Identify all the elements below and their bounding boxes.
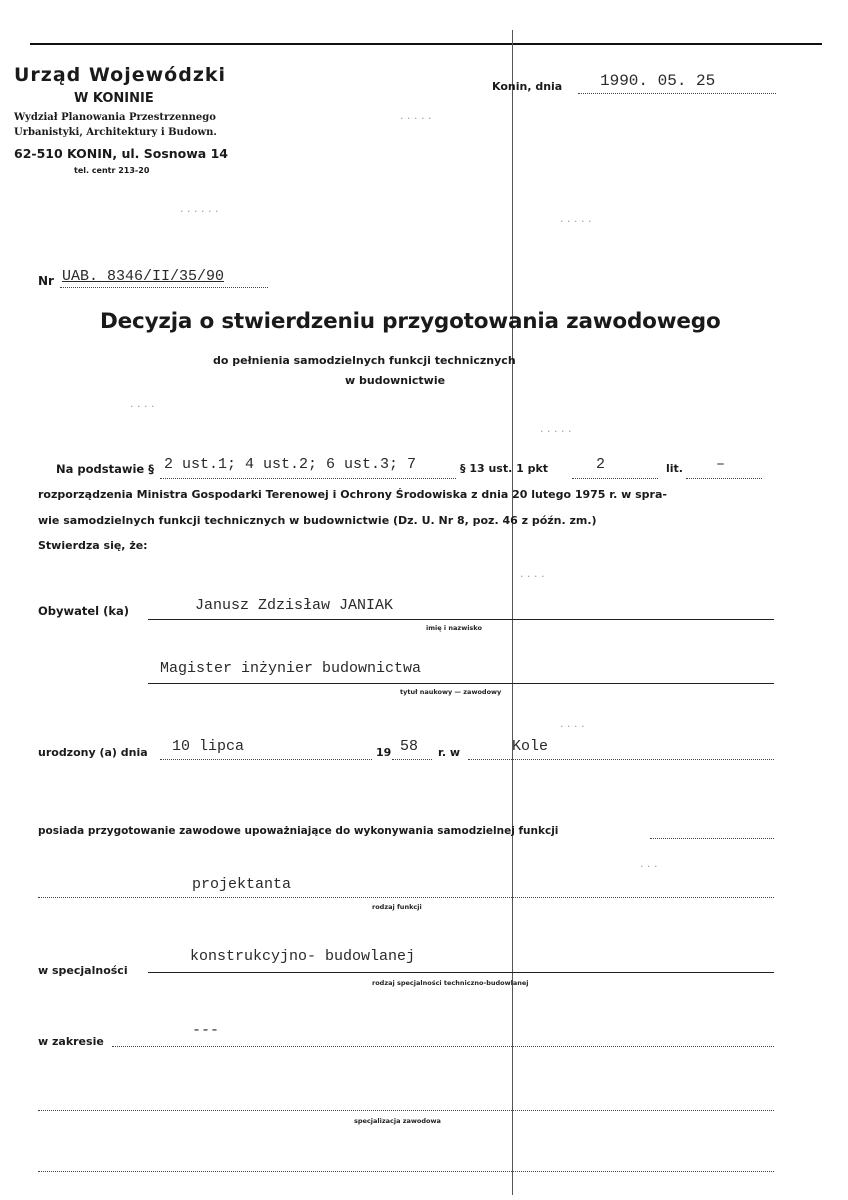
name-caption: imię i nazwisko	[426, 624, 482, 632]
title-caption: tytuł naukowy — zawodowy	[400, 688, 502, 696]
born-century: 19	[376, 746, 392, 759]
function-line	[38, 897, 774, 898]
citizen-label: Obywatel (ka)	[38, 604, 130, 618]
basis-line-pkt	[572, 478, 658, 479]
office-city: W KONINIE	[74, 91, 154, 106]
reference-line	[60, 287, 268, 288]
reference-label: Nr	[38, 274, 54, 288]
bleed-mark: · · · · · ·	[180, 205, 219, 218]
person-name: Janusz Zdzisław JANIAK	[195, 597, 394, 614]
regulation-line-1: rozporządzenia Ministra Gospodarki Terenowej i Ochrony Środowiska z dnia 20 lutego 1975 r. w spra-	[38, 488, 667, 501]
born-year: 58	[400, 738, 419, 755]
basis-line-1	[160, 478, 456, 479]
basis-lit-label: lit.	[666, 462, 683, 475]
scope-value: ---	[192, 1022, 220, 1039]
office-name: Urząd Wojewódzki	[14, 64, 227, 86]
qualification-line	[650, 838, 774, 839]
bottom-line	[38, 1171, 774, 1172]
born-day: 10 lipca	[172, 738, 245, 755]
bleed-mark: · · ·	[640, 860, 658, 873]
person-title: Magister inżynier budownictwa	[160, 660, 422, 677]
birthplace-label: r. w	[438, 746, 461, 759]
bleed-mark: · · · ·	[520, 570, 545, 583]
top-rule	[30, 43, 822, 45]
bleed-mark: · · · ·	[130, 400, 155, 413]
bleed-mark: · · · · ·	[400, 112, 432, 125]
name-line	[148, 619, 774, 620]
document-title: Decyzja o stwierdzeniu przygotowania zawodowego	[100, 309, 721, 334]
basis-label: Na podstawie §	[56, 462, 154, 476]
bleed-mark: · · · ·	[560, 720, 585, 733]
specialization-caption: specjalizacja zawodowa	[354, 1117, 441, 1125]
basis-line-lit	[686, 478, 762, 479]
specialization-line	[38, 1110, 774, 1111]
office-department: Wydział Planowania Przestrzennego	[14, 112, 216, 123]
born-label: urodzony (a) dnia	[38, 746, 148, 759]
document-subtitle-1: do pełnienia samodzielnych funkcji technicznych	[213, 354, 516, 367]
function-value: projektanta	[192, 876, 292, 893]
scope-line	[112, 1046, 774, 1047]
specialty-label: w specjalności	[38, 964, 128, 977]
birthplace-line	[468, 759, 774, 760]
basis-pkt: 2	[596, 456, 606, 473]
born-year-line	[392, 759, 432, 760]
title-line	[148, 683, 774, 684]
specialty-value: konstrukcyjno- budowlanej	[190, 948, 416, 965]
specialty-line	[148, 972, 774, 973]
office-phone: tel. centr 213-20	[74, 166, 150, 175]
bleed-mark: · · · · ·	[560, 215, 592, 228]
states-label: Stwierdza się, że:	[38, 539, 148, 552]
qualification-statement: posiada przygotowanie zawodowe upoważniające do wykonywania samodzielnej funkcji	[38, 825, 559, 837]
regulation-line-2: wie samodzielnych funkcji technicznych w budownictwie (Dz. U. Nr 8, poz. 46 z późn. zm.)	[38, 514, 597, 527]
reference-number: UAB. 8346/II/35/90	[62, 268, 225, 285]
office-department-2: Urbanistyki, Architektury i Budown.	[14, 127, 217, 138]
bleed-mark: · · · · ·	[540, 425, 572, 438]
basis-section: § 13 ust. 1 pkt	[460, 462, 549, 475]
place-date-label: Konin, dnia	[492, 80, 563, 93]
birthplace: Kole	[512, 738, 549, 755]
function-caption: rodzaj funkcji	[372, 903, 422, 911]
born-day-line	[160, 759, 372, 760]
basis-paragraphs: 2 ust.1; 4 ust.2; 6 ust.3; 7	[164, 456, 417, 473]
date-line	[578, 93, 776, 94]
office-address: 62-510 KONIN, ul. Sosnowa 14	[14, 146, 228, 161]
issue-date: 1990. 05. 25	[600, 72, 716, 90]
document-subtitle-2: w budownictwie	[345, 374, 446, 387]
scope-label: w zakresie	[38, 1035, 104, 1048]
specialty-caption: rodzaj specjalności techniczno-budowlanej	[372, 979, 529, 987]
fold-line	[512, 30, 513, 1195]
basis-lit: –	[716, 456, 726, 473]
